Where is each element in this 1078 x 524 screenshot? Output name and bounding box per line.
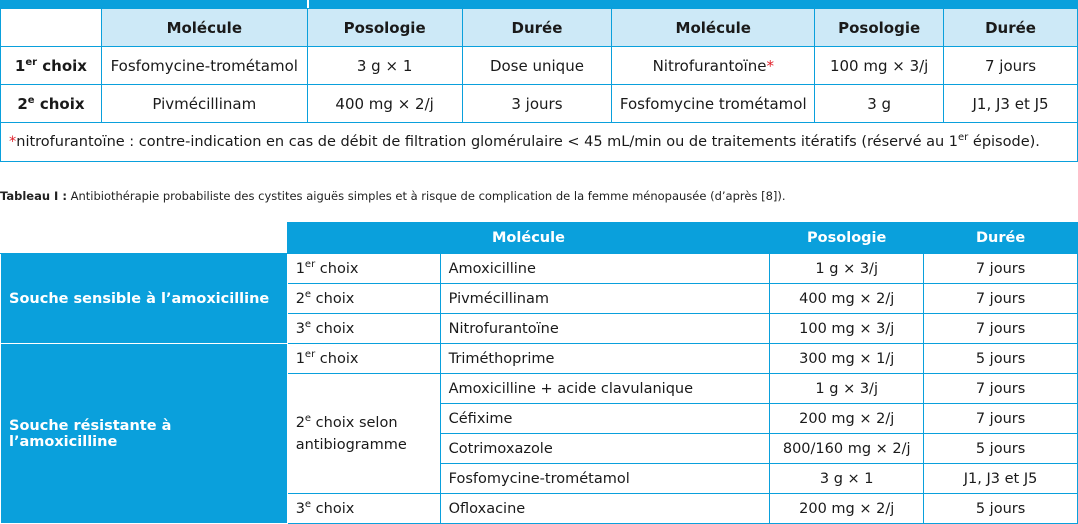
antibiotic-table-1 [0,8,1078,162]
cell: Dose unique [462,47,612,85]
molecule-cell: Amoxicilline [440,254,770,284]
choice-cell: 1er choix [287,344,440,374]
header-posologie: Posologie [770,223,924,254]
header-blank [1,9,102,47]
molecule-cell: Fosfomycine-trométamol [440,464,770,494]
header-blank [1,223,288,254]
molecule-cell: Ofloxacine [440,494,770,524]
duration-cell: 7 jours [924,284,1078,314]
table-row [1,85,1078,123]
row-label: 1er choix [1,47,102,85]
header-duree: Durée [924,223,1078,254]
choice-cell: 2e choix selon antibiogramme [287,374,440,494]
duration-cell: 7 jours [924,314,1078,344]
dose-cell: 1 g × 3/j [770,254,924,284]
molecule-cell: Amoxicilline + acide clavulanique [440,374,770,404]
molecule-cell: Pivmécillinam [440,284,770,314]
top-header-strip [0,0,1078,8]
header-molecule-2: Molécule [612,9,815,47]
molecule-cell: Céfixime [440,404,770,434]
duration-cell: 5 jours [924,494,1078,524]
dose-cell: 100 mg × 3/j [770,314,924,344]
cell: 7 jours [944,47,1078,85]
dose-cell: 800/160 mg × 2/j [770,434,924,464]
header-duree: Durée [462,9,612,47]
table-caption: Tableau I : Antibiothérapie probabiliste des cystites aiguës simples et à risque de complication de la femme ménopausée (d’après [8]). [0,189,786,203]
cell: Nitrofurantoïne* [612,47,815,85]
cell: Fosfomycine-trométamol [101,47,307,85]
table-row [1,254,1078,284]
table-row [1,344,1078,374]
asterisk: * [766,56,774,75]
header-molecule: Molécule [101,9,307,47]
duration-cell: J1, J3 et J5 [924,464,1078,494]
choice-cell: 3e choix [287,314,440,344]
cell: 3 g [815,85,944,123]
header-duree-2: Durée [944,9,1078,47]
header-posologie: Posologie [307,9,462,47]
dose-cell: 400 mg × 2/j [770,284,924,314]
duration-cell: 5 jours [924,344,1078,374]
dose-cell: 200 mg × 2/j [770,494,924,524]
molecule-cell: Triméthoprime [440,344,770,374]
table-note: *nitrofurantoïne : contre-indication en cas de débit de filtration glomérulaire < 45 mL/min ou de traitements itératifs (réservé au 1er épisode). [1,123,1078,162]
cell: Fosfomycine trométamol [612,85,815,123]
duration-cell: 7 jours [924,254,1078,284]
cell: 3 g × 1 [307,47,462,85]
table-note-row [1,123,1078,162]
cell: Pivmécillinam [101,85,307,123]
choice-cell: 1er choix [287,254,440,284]
molecule-cell: Cotrimoxazole [440,434,770,464]
choice-cell: 3e choix [287,494,440,524]
duration-cell: 7 jours [924,404,1078,434]
header-posologie-2: Posologie [815,9,944,47]
cell: J1, J3 et J5 [944,85,1078,123]
header-molecule: Molécule [287,223,770,254]
dose-cell: 1 g × 3/j [770,374,924,404]
cell: 3 jours [462,85,612,123]
choice-cell: 2e choix [287,284,440,314]
row-label: 2e choix [1,85,102,123]
molecule-cell: Nitrofurantoïne [440,314,770,344]
cell: 100 mg × 3/j [815,47,944,85]
dose-cell: 300 mg × 1/j [770,344,924,374]
group-label-resistante: Souche résistante à l’amoxicilline [1,344,288,524]
duration-cell: 5 jours [924,434,1078,464]
antibiotic-table-2 [0,222,1078,524]
duration-cell: 7 jours [924,374,1078,404]
table-row [1,47,1078,85]
dose-cell: 3 g × 1 [770,464,924,494]
dose-cell: 200 mg × 2/j [770,404,924,434]
group-label-sensible: Souche sensible à l’amoxicilline [1,254,288,344]
cell: 400 mg × 2/j [307,85,462,123]
